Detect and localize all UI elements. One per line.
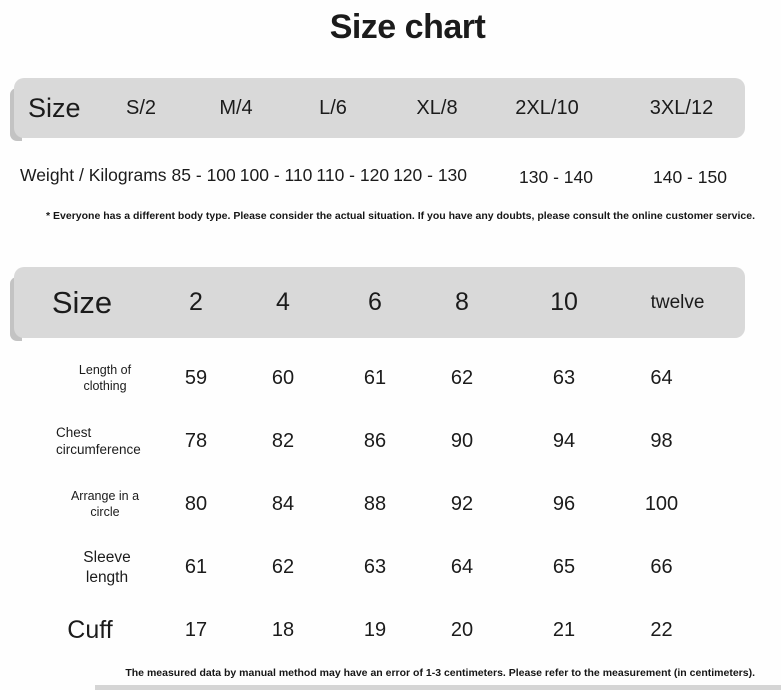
cell-value: 17: [184, 619, 208, 641]
cell-value: 61: [184, 556, 208, 578]
table2-column-8: 8: [455, 288, 469, 316]
row-label: Chest circumference: [56, 424, 141, 457]
cell-value: 96: [552, 493, 576, 515]
cell-value: 22: [650, 619, 673, 641]
page-title: Size chart: [329, 8, 486, 46]
table1-column-l6: L/6: [319, 96, 347, 119]
table-row-sleeve-length: [14, 536, 745, 599]
cell-value: 82: [271, 430, 295, 452]
table1-column-2xl10: 2XL/10: [515, 96, 579, 119]
cell-value: 63: [363, 556, 387, 578]
cell-value: 60: [271, 367, 295, 389]
cell-value: 19: [363, 619, 387, 641]
table1-column-s2: S/2: [125, 96, 157, 119]
weight-value-3xl: 140 - 150: [652, 166, 727, 187]
cell-value: 86: [363, 430, 387, 452]
cell-value: 64: [650, 367, 673, 389]
cell-value: 21: [552, 619, 576, 641]
weight-value-l: 110 - 120: [316, 164, 390, 185]
table2-column-10: 10: [550, 288, 578, 316]
cell-value: 100: [644, 493, 679, 515]
table-row-cuff: [14, 599, 745, 662]
row-label: Cuff: [67, 615, 113, 644]
cell-value: 98: [650, 430, 673, 452]
bottom-divider: [95, 685, 781, 690]
measurement-error-note: The measured data by manual method may have an error of 1-3 centimeters. Please refer to the measurement (in centimeters).: [125, 667, 755, 679]
cell-value: 78: [184, 430, 208, 452]
cell-value: 61: [363, 367, 387, 389]
table1-size-header-label: Size: [28, 92, 81, 123]
cell-value: 62: [450, 367, 474, 389]
row-label: Arrange in a circle: [70, 488, 140, 519]
cell-value: 20: [450, 619, 474, 641]
weight-row-label: Weight / Kilograms: [20, 164, 167, 185]
cell-value: 80: [184, 493, 208, 515]
table2-column-6: 6: [368, 288, 382, 316]
cell-value: 90: [450, 430, 474, 452]
weight-value-s: 85 - 100: [171, 164, 236, 185]
cell-value: 66: [650, 556, 673, 578]
table2-size-header-label: Size: [51, 284, 113, 320]
table1-column-m4: M/4: [219, 96, 253, 119]
cell-value: 64: [450, 556, 474, 578]
body-type-note: * Everyone has a different body type. Please consider the actual situation. If you have any doubts, please consult the online customer service.: [46, 210, 755, 222]
cell-value: 62: [271, 556, 295, 578]
table-row-length-of-clothing: [14, 347, 745, 410]
cell-value: 94: [552, 430, 576, 452]
weight-row: [0, 155, 781, 195]
weight-value-xl: 120 - 130: [393, 164, 468, 185]
row-label: Sleeve length: [83, 549, 131, 586]
table1-column-3xl12: 3XL/12: [649, 96, 714, 119]
table1-column-xl8: XL/8: [416, 96, 458, 119]
table-row-arrange-in-a-circle: [14, 473, 745, 536]
cell-value: 92: [450, 493, 474, 515]
row-label: Length of clothing: [78, 362, 132, 393]
table2-column-2: 2: [189, 288, 203, 316]
size-table-1-header: [14, 78, 745, 138]
cell-value: 59: [184, 367, 208, 389]
weight-value-2xl: 130 - 140: [519, 166, 593, 187]
cell-value: 65: [552, 556, 576, 578]
cell-value: 18: [271, 619, 295, 641]
table-row-chest-circumference: [14, 410, 745, 473]
size-table-2-header: [14, 267, 745, 338]
weight-value-m: 100 - 110: [239, 164, 313, 185]
cell-value: 84: [271, 493, 295, 515]
cell-value: 63: [552, 367, 576, 389]
table2-column-4: 4: [276, 288, 290, 316]
measurement-rows: [14, 347, 745, 662]
table2-column-twelve: twelve: [650, 291, 705, 313]
cell-value: 88: [363, 493, 387, 515]
